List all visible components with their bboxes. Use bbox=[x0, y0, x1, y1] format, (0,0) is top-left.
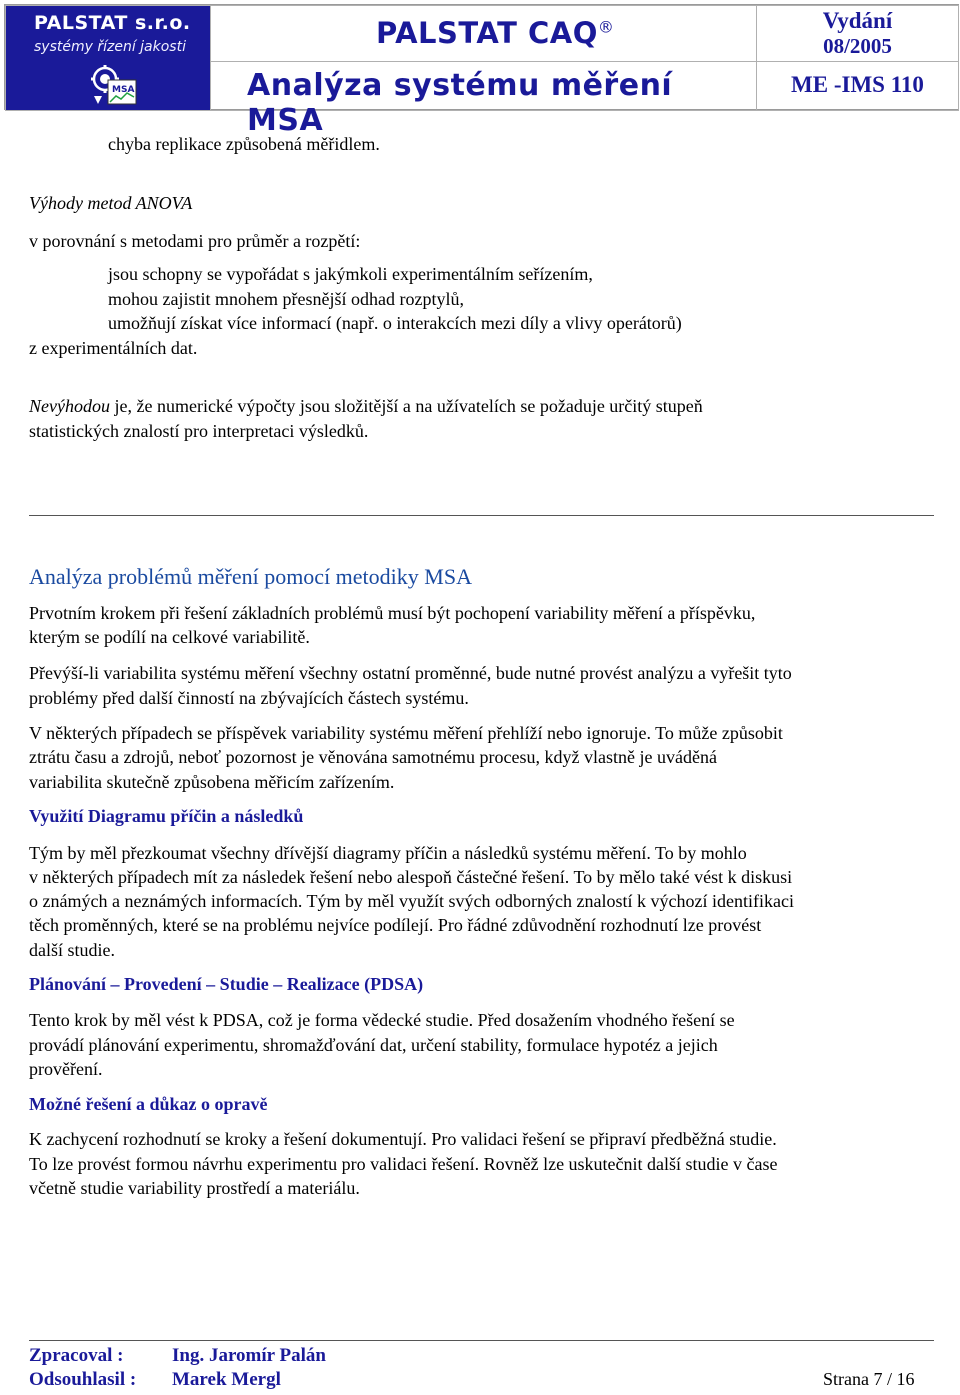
document-header bbox=[4, 4, 959, 138]
paragraph-line: Tým by měl přezkoumat všechny dřívější diagramy příčin a následků systému měření. To by mohlo bbox=[29, 843, 747, 863]
paragraph-line: prověření. bbox=[29, 1059, 103, 1079]
anova-item: umožňují získat více informací (např. o interakcích mezi díly a vlivy operátorů) bbox=[108, 313, 682, 333]
paragraph-line: problémy před další činností na zbývajících částech systému. bbox=[29, 688, 469, 708]
disadvantage-line: statistických znalostí pro interpretaci výsledků. bbox=[29, 421, 369, 441]
paragraph-line: Převýší-li variabilita systému měření všechny ostatní proměnné, bude nutné provést analýzu a vyřešit tyto bbox=[29, 663, 792, 683]
brand-name: PALSTAT CAQ® bbox=[376, 16, 615, 50]
page-number: Strana 7 / 16 bbox=[823, 1369, 915, 1389]
paragraph-line: kterým se podílí na celkové variabilitě. bbox=[29, 627, 310, 647]
footer-divider bbox=[29, 1340, 934, 1341]
disadvantage-line: Nevýhodou je, že numerické výpočty jsou složitější a na užívatelích se požaduje určitý stupeň bbox=[29, 396, 703, 416]
document-title: Analýza systému měření MSA bbox=[247, 68, 673, 138]
paragraph-line: Tento krok by měl vést k PDSA, což je forma vědecké studie. Před dosažením vhodného řešení se bbox=[29, 1010, 735, 1030]
subheading-diagram: Využití Diagramu příčin a následků bbox=[29, 806, 304, 826]
replication-line: chyba replikace způsobená měřidlem. bbox=[108, 134, 380, 154]
paragraph-line: v některých případech mít za následek řešení nebo alespoň částečné řešení. To by mělo také vést k diskusi bbox=[29, 867, 793, 887]
paragraph-line: To lze provést formou návrhu experimentu pro validaci řešení. Rovněž lze uskutečnit další studie v čase bbox=[29, 1154, 778, 1174]
paragraph-line: K zachycení rozhodnutí se kroky a řešení dokumentují. Pro validaci řešení se připraví předběžná studie. bbox=[29, 1129, 777, 1149]
subheading-pdsa: Plánování – Provedení – Studie – Realizace (PDSA) bbox=[29, 974, 424, 994]
svg-text:MSA: MSA bbox=[112, 85, 135, 95]
msa-logo-icon bbox=[90, 64, 138, 106]
section-divider bbox=[29, 515, 934, 516]
edition-block bbox=[756, 5, 959, 62]
paragraph-line: Prvotním krokem při řešení základních problémů musí být pochopení variability měření a příspěvku, bbox=[29, 603, 756, 623]
document-code: ME -IMS 110 bbox=[791, 72, 924, 97]
edition-date: 08/2005 bbox=[823, 34, 892, 58]
approved-name: Marek Mergl bbox=[172, 1369, 281, 1390]
anova-item: jsou schopny se vypořádat s jakýmkoli experimentálním seřízením, bbox=[108, 264, 593, 284]
company-subtitle: systémy řízení jakosti bbox=[34, 39, 186, 55]
code-block bbox=[756, 61, 959, 111]
paragraph-line: včetně studie variability prostředí a materiálu. bbox=[29, 1178, 360, 1198]
registered-mark: ® bbox=[597, 17, 615, 37]
prepared-name: Ing. Jaromír Palán bbox=[172, 1345, 326, 1366]
paragraph-line: ztrátu času a zdrojů, neboť pozornost je věnována samotnému procesu, když vlastně je uváděná bbox=[29, 747, 717, 767]
company-block bbox=[5, 5, 211, 111]
anova-continuation: z experimentálních dat. bbox=[29, 338, 198, 358]
approved-label: Odsouhlasil : bbox=[29, 1369, 137, 1390]
paragraph-line: další studie. bbox=[29, 940, 115, 960]
paragraph-line: variabilita skutečně způsobena měřicím zařízením. bbox=[29, 772, 395, 792]
disadvantage-word: Nevýhodou bbox=[29, 396, 110, 416]
anova-item: mohou zajistit mnohem přesnější odhad rozptylů, bbox=[108, 289, 464, 309]
prepared-label: Zpracoval : bbox=[29, 1345, 124, 1366]
brand-block bbox=[210, 5, 757, 62]
company-name: PALSTAT s.r.o. bbox=[34, 12, 191, 34]
subheading-solution: Možné řešení a důkaz o opravě bbox=[29, 1094, 268, 1114]
anova-intro: v porovnání s metodami pro průměr a rozpětí: bbox=[29, 231, 361, 251]
title-block bbox=[210, 61, 757, 138]
paragraph-line: provádí plánování experimentu, shromažďování dat, určení stability, formulace hypotéz a jejich bbox=[29, 1035, 718, 1055]
paragraph-line: V některých případech se příspěvek variability systému měření přehlíží nebo ignoruje. To může způsobit bbox=[29, 723, 783, 743]
paragraph-line: o známých a neznámých informacích. Tým by měl využít svých odborných znalostí k výchozí identifikaci bbox=[29, 891, 794, 911]
anova-title: Výhody metod ANOVA bbox=[29, 193, 193, 213]
section-title: Analýza problémů měření pomocí metodiky MSA bbox=[29, 564, 472, 589]
edition-label: Vydání bbox=[822, 8, 893, 33]
paragraph-line: těch proměnných, které se na problému nejvíce podílejí. Pro řádné zdůvodnění rozhodnutí lze provést bbox=[29, 915, 762, 935]
